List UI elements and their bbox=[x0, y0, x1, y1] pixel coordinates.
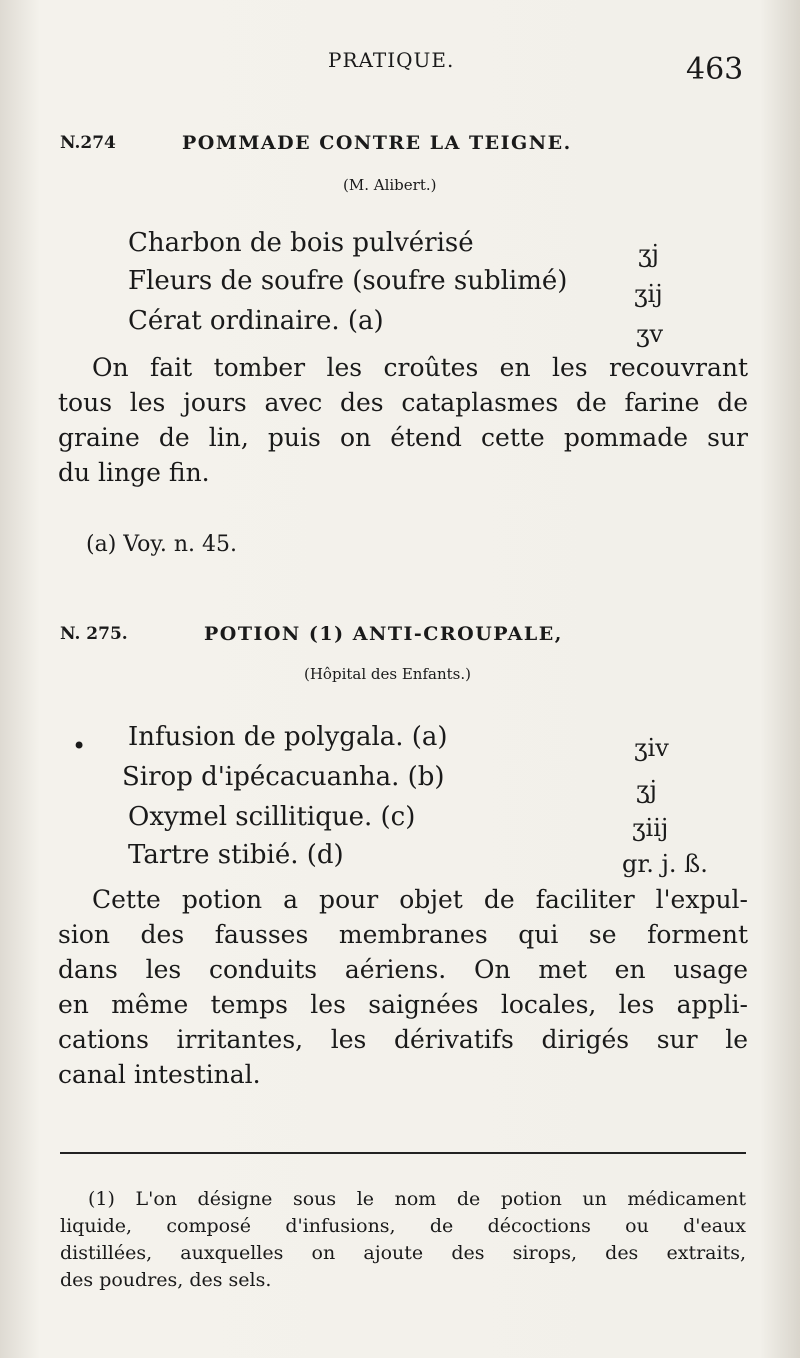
section-source: (Hôpital des Enfants.) bbox=[304, 665, 471, 683]
paragraph-line: canal intestinal. bbox=[58, 1060, 261, 1089]
bullet-mark: • bbox=[72, 732, 87, 760]
paragraph-line: graine de lin, puis on étend cette pommade sur bbox=[58, 423, 748, 452]
ingredient-name: Oxymel scillitique. (c) bbox=[128, 802, 416, 832]
section-title: POMMADE CONTRE LA TEIGNE. bbox=[182, 132, 572, 154]
section-footnote: (a) Voy. n. 45. bbox=[86, 532, 238, 557]
paragraph-line: sion des fausses membranes qui se forment bbox=[58, 920, 748, 949]
page-footnote bbox=[60, 1186, 746, 1294]
ingredient-name: Charbon de bois pulvérisé bbox=[128, 228, 474, 258]
section-number: N.274 bbox=[60, 133, 116, 153]
paragraph-line: cations irritantes, les dérivatifs dirigés sur le bbox=[58, 1025, 748, 1054]
ingredient-quantity: ʒij bbox=[634, 280, 663, 308]
ingredient-quantity: gr. j. ß. bbox=[622, 850, 708, 878]
section-title: POTION (1) ANTI-CROUPALE, bbox=[204, 623, 563, 645]
ingredient-name: Infusion de polygala. (a) bbox=[128, 722, 448, 752]
ingredient-name: Fleurs de soufre (soufre sublimé) bbox=[128, 266, 568, 296]
ingredient-quantity: ʒv bbox=[636, 320, 664, 348]
section-number: N. 275. bbox=[60, 624, 128, 644]
ingredient-quantity: ʒj bbox=[636, 776, 657, 804]
paragraph-line: dans les conduits aériens. On met en usage bbox=[58, 955, 748, 984]
ingredient-quantity: ʒiv bbox=[634, 734, 669, 762]
footnote-line: des poudres, des sels. bbox=[60, 1269, 272, 1291]
paragraph-line: On fait tomber les croûtes en les recouvrant bbox=[92, 353, 748, 382]
ingredient-quantity: ʒj bbox=[638, 240, 659, 268]
paragraph-line: en même temps les saignées locales, les appli- bbox=[58, 990, 748, 1019]
ingredient-name: Cérat ordinaire. (a) bbox=[128, 306, 384, 336]
footnote-divider bbox=[60, 1152, 746, 1154]
paragraph-line: Cette potion a pour objet de faciliter l'expul- bbox=[92, 885, 748, 914]
footnote-line: liquide, composé d'infusions, de décoctions ou d'eaux bbox=[60, 1215, 746, 1237]
paragraph-line: du linge fin. bbox=[58, 458, 210, 487]
page-number: 463 bbox=[686, 52, 744, 87]
running-header: PRATIQUE. bbox=[328, 48, 455, 72]
ingredient-name: Sirop d'ipécacuanha. (b) bbox=[122, 762, 445, 792]
paragraph-line: tous les jours avec des cataplasmes de farine de bbox=[58, 388, 748, 417]
footnote-line: (1) L'on désigne sous le nom de potion un médicament bbox=[88, 1188, 746, 1210]
footnote-line: distillées, auxquelles on ajoute des sirops, des extraits, bbox=[60, 1242, 746, 1264]
section-paragraph bbox=[58, 350, 748, 490]
section-paragraph bbox=[58, 882, 748, 1092]
section-source: (M. Alibert.) bbox=[343, 176, 437, 194]
ingredient-quantity: ʒiij bbox=[632, 814, 669, 842]
ingredient-name: Tartre stibié. (d) bbox=[128, 840, 344, 870]
